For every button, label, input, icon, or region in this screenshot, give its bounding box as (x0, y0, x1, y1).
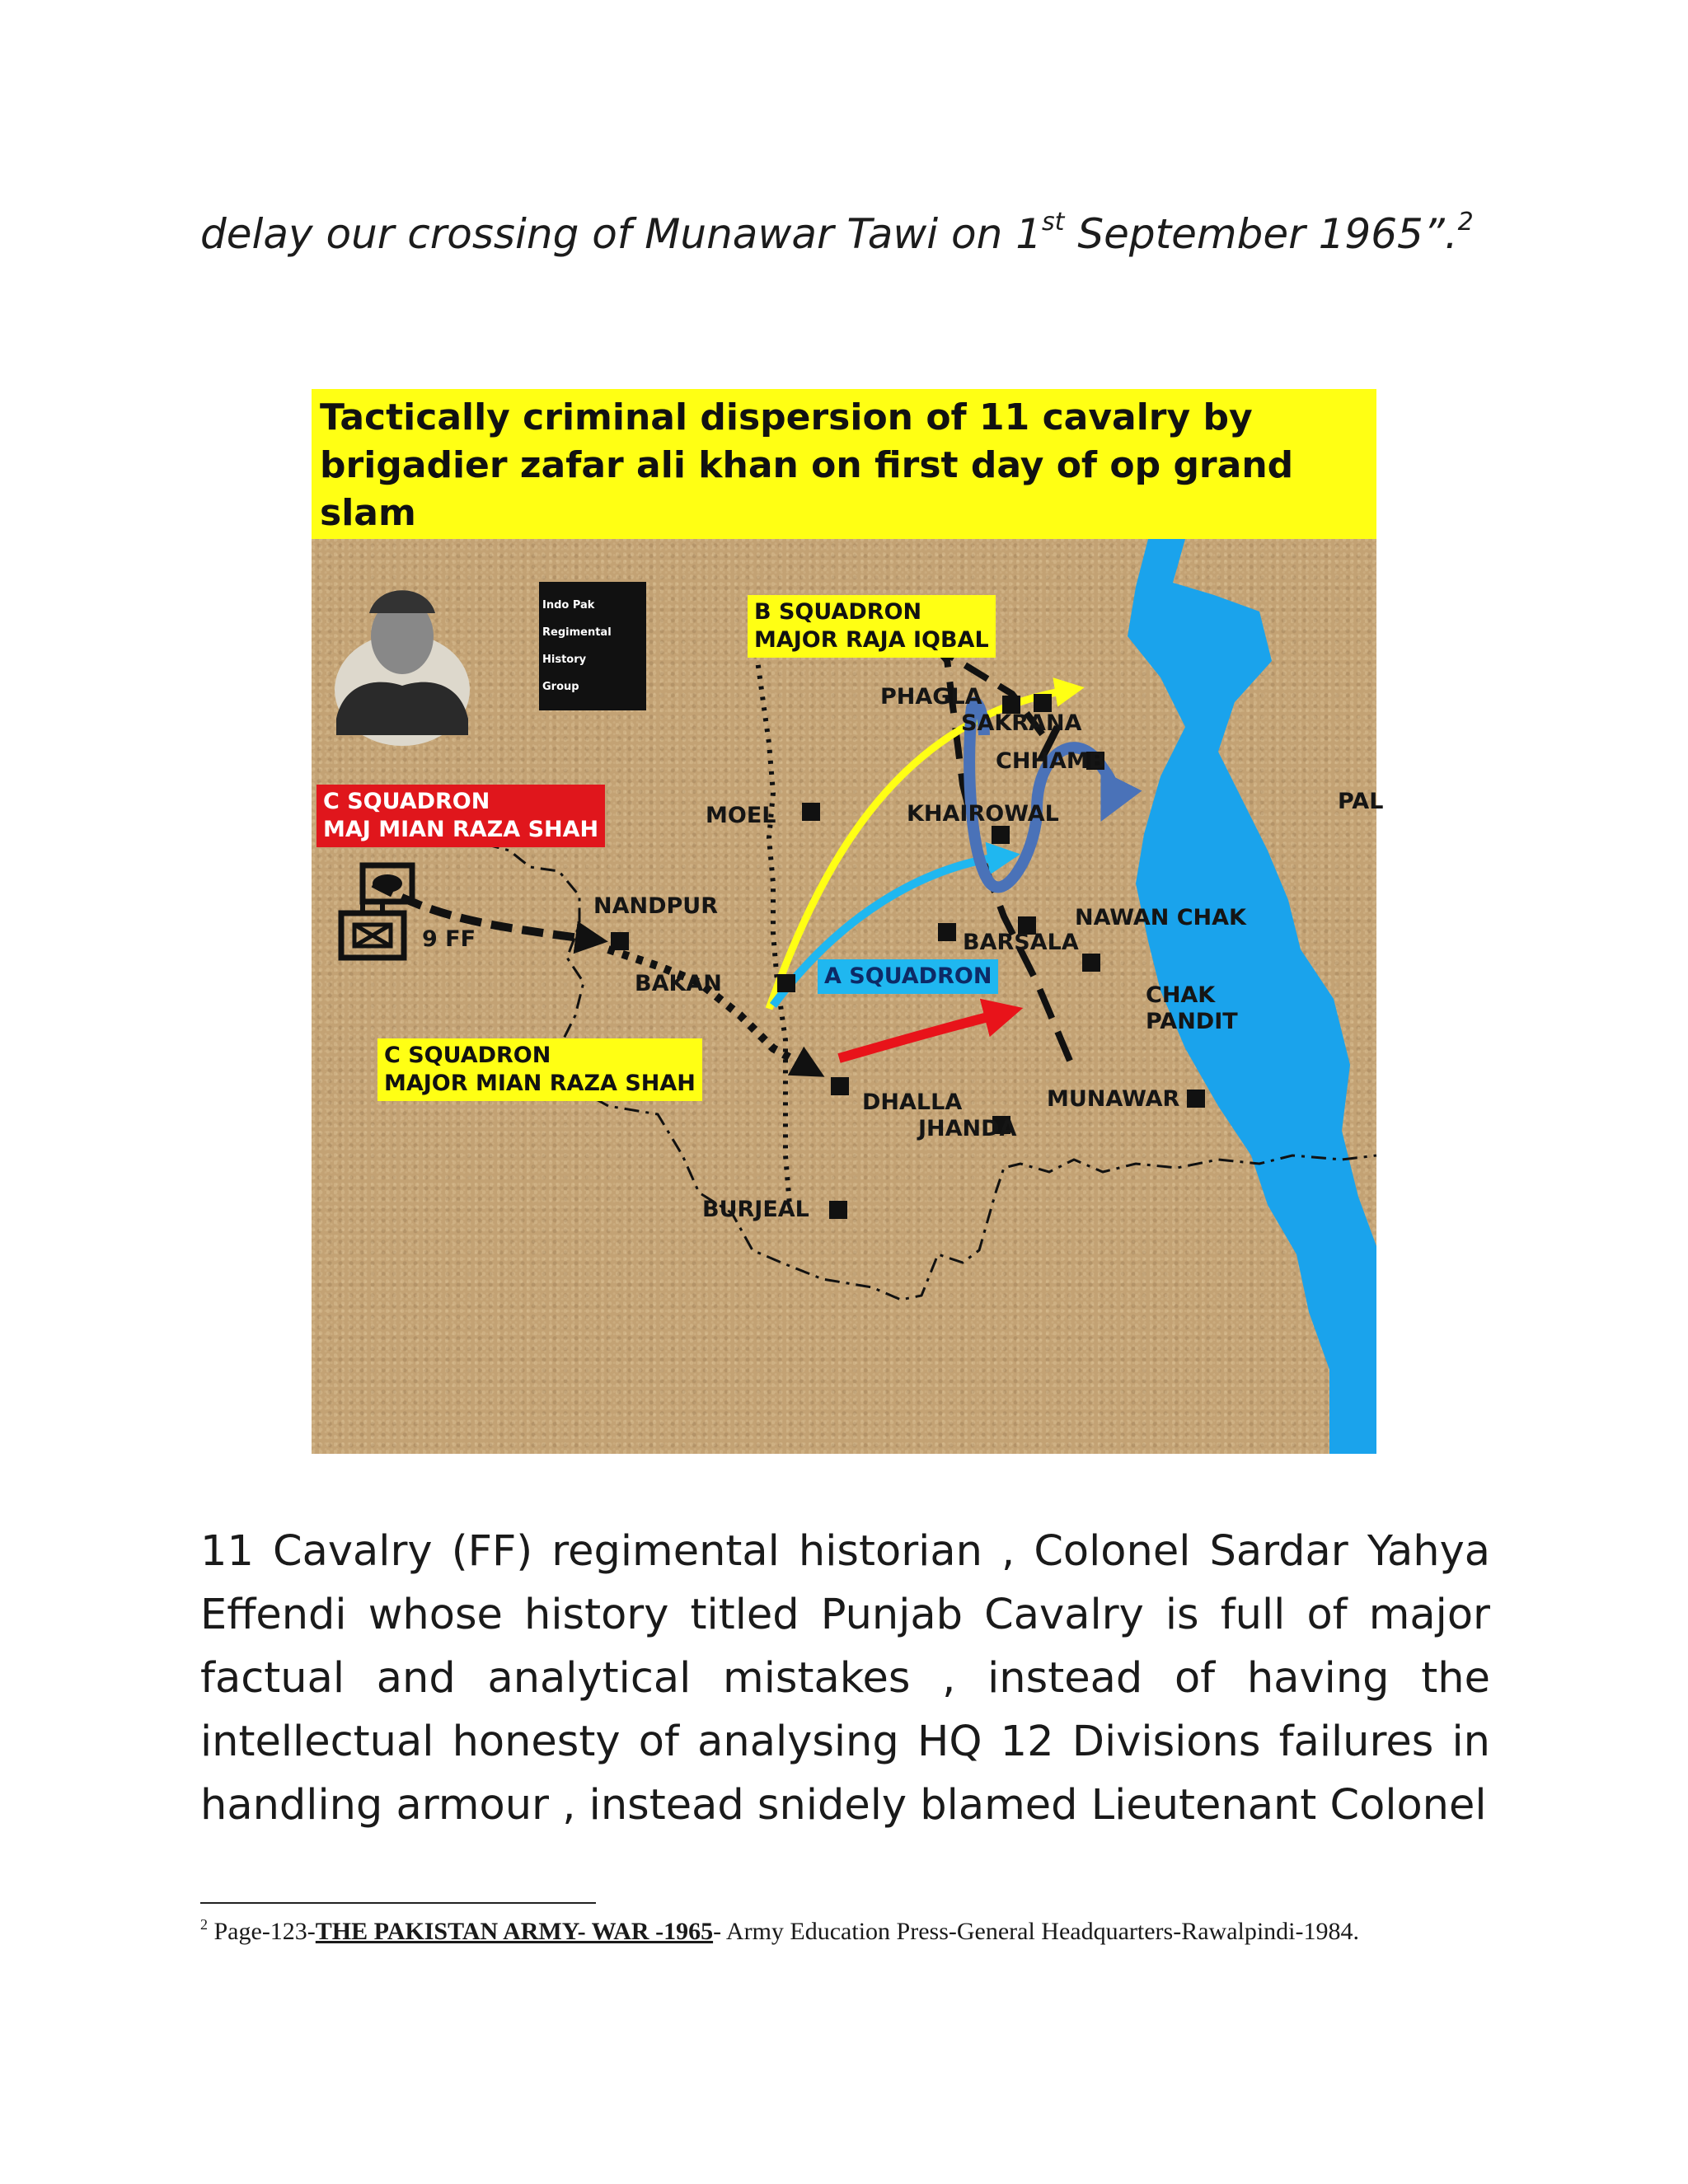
footnote-divider (200, 1902, 596, 1904)
village-marker (831, 1077, 849, 1095)
place-sakrana: SAKRANA (961, 710, 1082, 736)
village-marker (1082, 954, 1100, 972)
village-marker (1034, 694, 1052, 712)
village-marker (829, 1201, 847, 1219)
place-bakan: BAKAN (635, 971, 722, 996)
a-squadron-label: A SQUADRON (818, 959, 998, 994)
body-paragraph: 11 Cavalry (FF) regimental historian , Colonel Sardar Yahya Effendi whose history titled Punjab Cavalry is full of major factual and analytical mistakes , instead of having the intellectual honesty of analysing HQ 12 Divisions failures in handling armour , instead snidely blamed Lieutenant Colonel (200, 1527, 1490, 1830)
place-munawar: MUNAWAR (1047, 1086, 1180, 1112)
regimental-history-logo (539, 582, 646, 710)
map-title: Tactically criminal dispersion of 11 cavalry by brigadier zafar ali khan on first day of op grand slam (312, 389, 1376, 539)
village-marker (802, 803, 820, 821)
c-squadron-label-bottom: C SQUADRON MAJOR MIAN RAZA SHAH (377, 1038, 702, 1101)
footnote-reference: 2 (1457, 208, 1474, 237)
place-khairowal: KHAIROWAL (907, 801, 1059, 827)
b-squadron-label: B SQUADRON MAJOR RAJA IQBAL (748, 595, 996, 658)
village-marker (938, 923, 956, 941)
place-nawan-chak: NAWAN CHAK (1075, 905, 1246, 930)
place-moel: MOEL (706, 803, 776, 828)
village-marker (992, 826, 1010, 844)
village-marker (611, 932, 629, 950)
place-pal: PAL (1338, 789, 1384, 814)
place-burjeal: BURJEAL (702, 1197, 809, 1222)
unit-symbol-infantry (341, 903, 404, 958)
village-marker (1187, 1090, 1205, 1108)
place-dhalla: DHALLA (862, 1090, 963, 1115)
dotted-track (757, 654, 790, 1205)
place-nandpur: NANDPUR (593, 893, 719, 919)
unit-label: 9 FF (422, 926, 476, 952)
logo-text: Indo Pak Regimental History Group (542, 599, 612, 693)
place-phagla: PHAGLA (880, 684, 982, 710)
officer-portrait-frame (328, 577, 476, 742)
place-barsala: BARSALA (963, 930, 1079, 955)
footnote: $^2$ Page-123-THE PAKISTAN ARMY- WAR -1965- Army Education Press-General Headquarters-Rawalpindi-1984. (200, 1916, 1360, 1945)
footnote-source-title: THE PAKISTAN ARMY- WAR -1965 (315, 1918, 714, 1945)
c-squadron-label-top: C SQUADRON MAJ MIAN RAZA SHAH (316, 785, 605, 847)
village-marker (777, 974, 795, 992)
place-chhamb: CHHAMB (996, 748, 1106, 774)
place-jhanda: JHANDA (918, 1116, 1017, 1141)
c-squadron-red-arrow (839, 1013, 1004, 1058)
quoted-text: delay our crossing of Munawar Tawi on 1st September 1965”.$^2$ (200, 208, 1474, 258)
battle-map (312, 389, 1384, 1454)
place-chak-pandit: CHAK PANDIT (1146, 982, 1238, 1034)
